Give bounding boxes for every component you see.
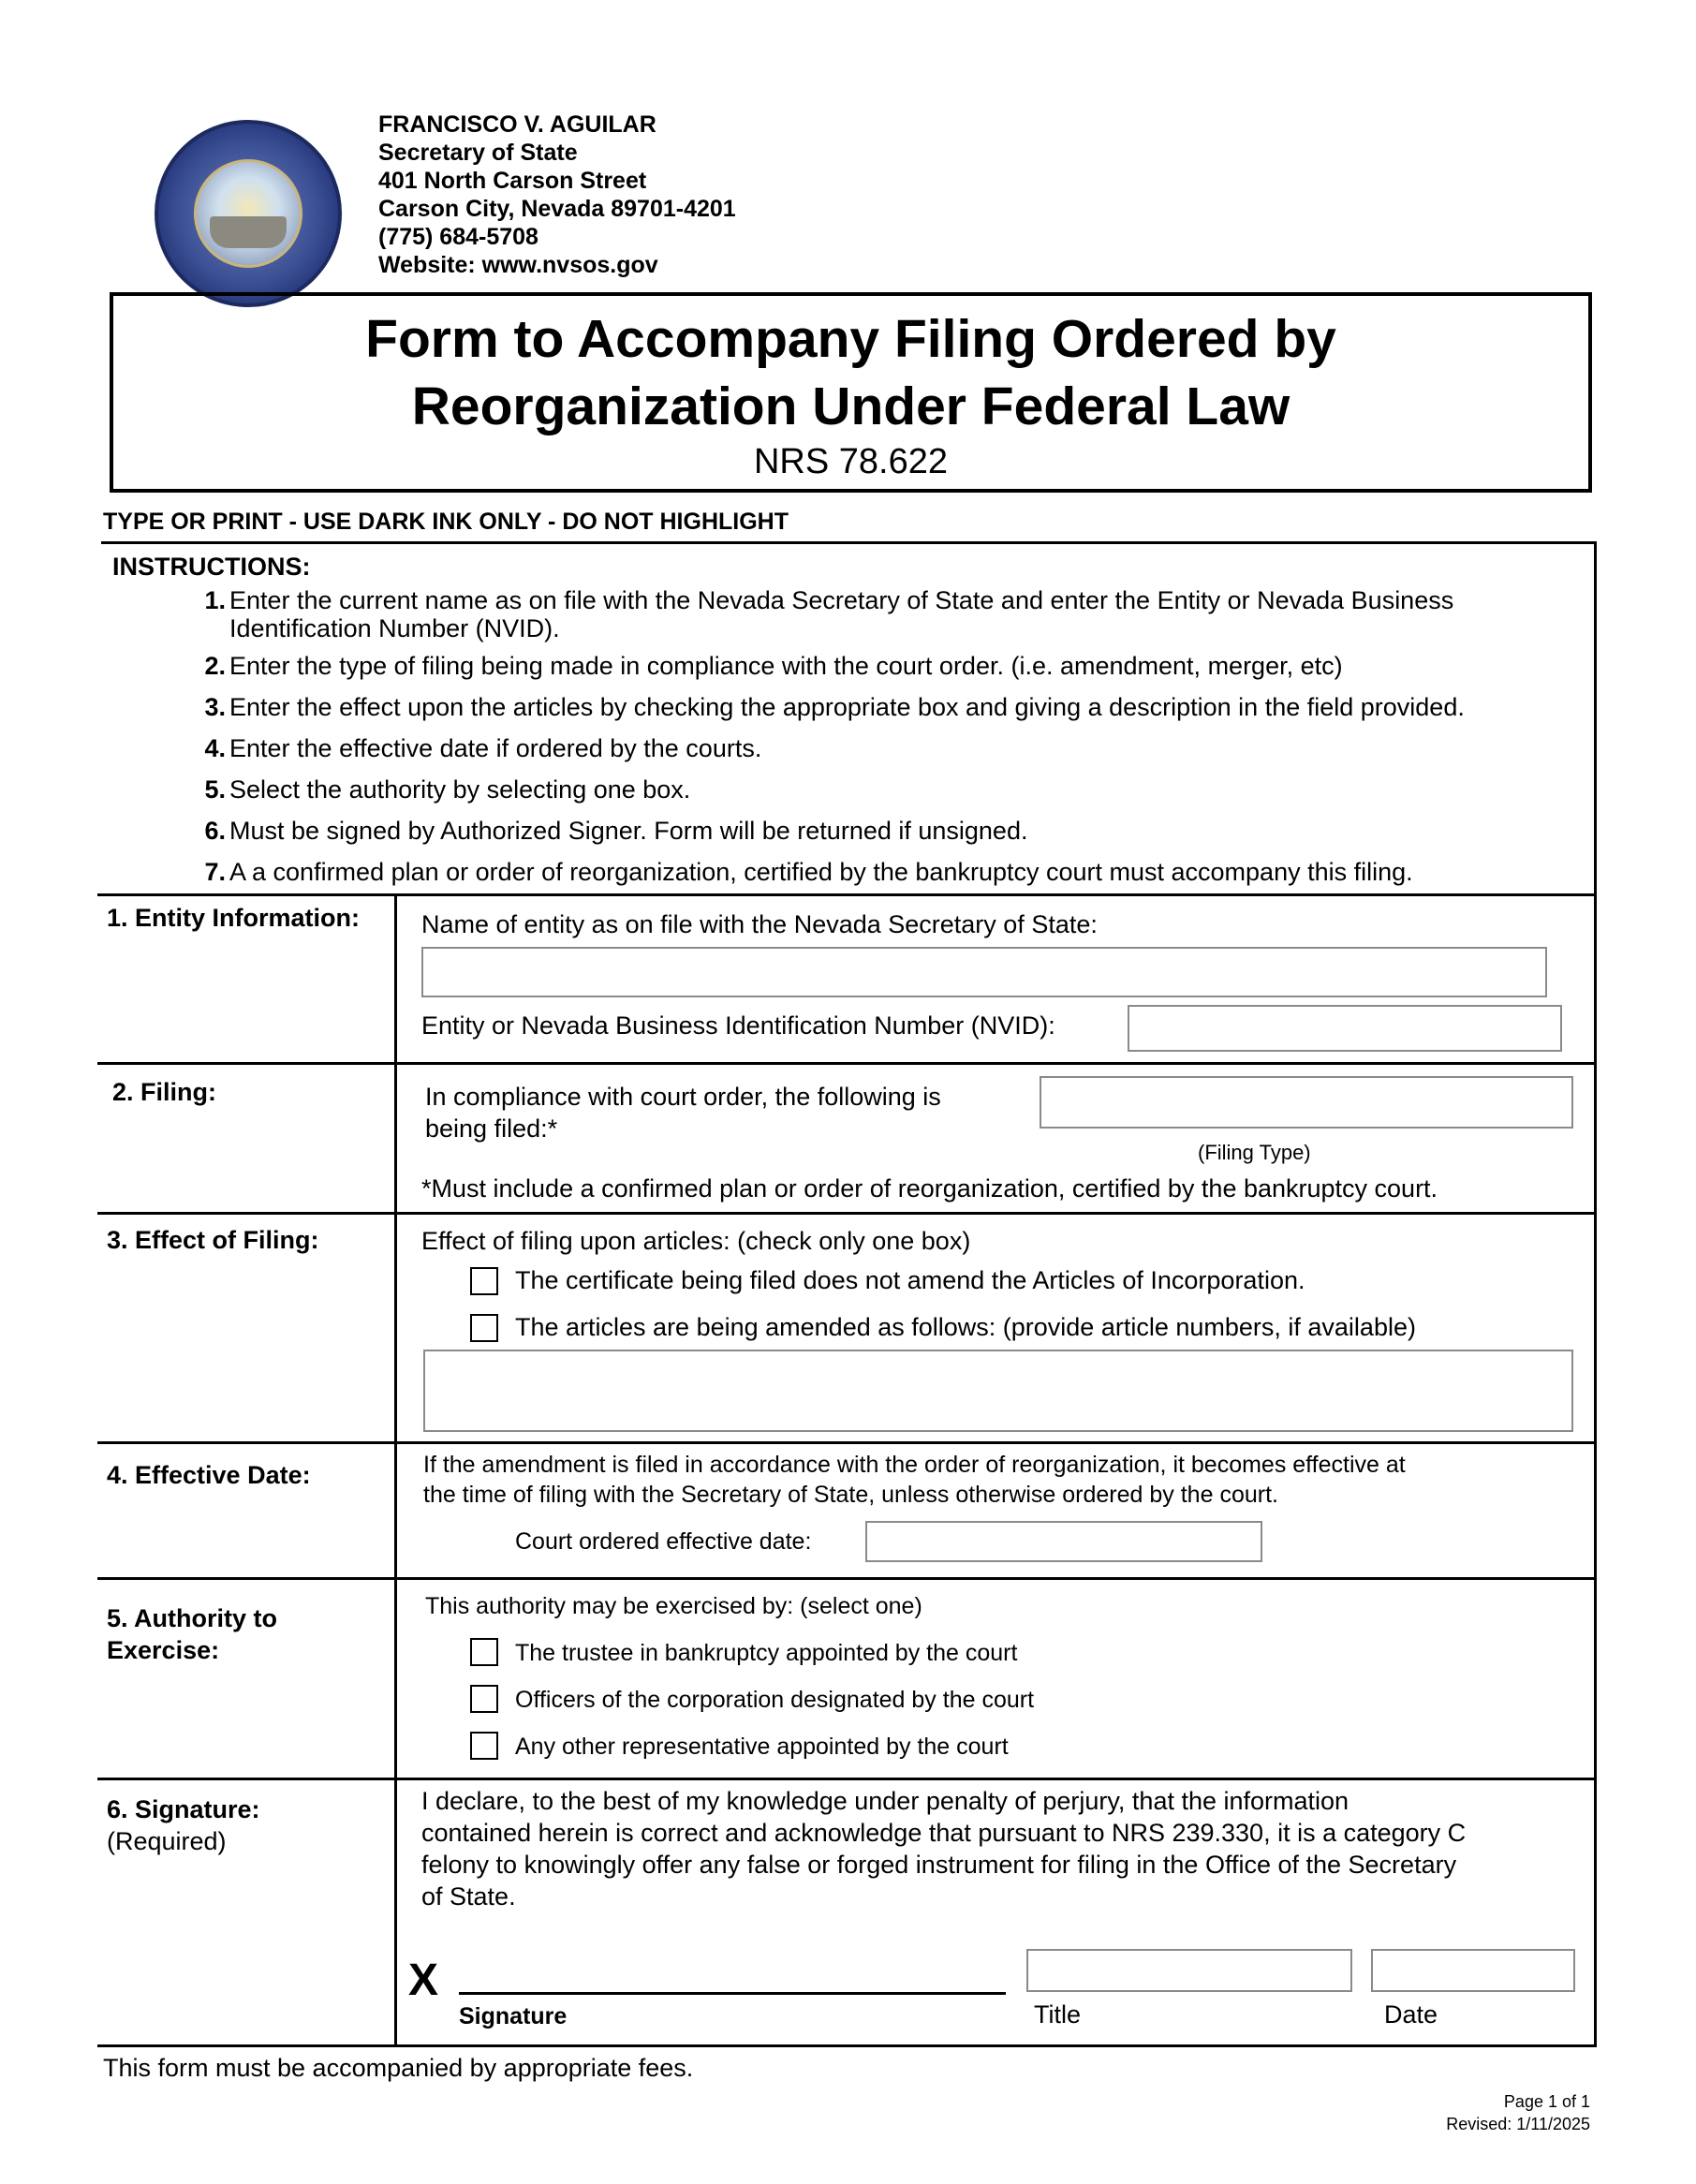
officers-label: Officers of the corporation designated by the court — [515, 1687, 1035, 1713]
effective-date-section-label: 4. Effective Date: — [107, 1461, 311, 1489]
authority-section-label-line1: 5. Authority to — [107, 1604, 277, 1632]
section-effect-of-filing — [97, 1212, 1597, 1441]
declaration-line4: of State. — [421, 1882, 516, 1911]
section-authority — [97, 1577, 1597, 1778]
signature-required-note: (Required) — [107, 1827, 227, 1855]
page-number: Page 1 of 1 — [1503, 2092, 1590, 2111]
no-amend-label: The certificate being filed does not amend the Articles of Incorporation. — [515, 1266, 1305, 1294]
effective-date-prompt: Court ordered effective date: — [515, 1528, 812, 1555]
entity-name-input[interactable] — [421, 947, 1547, 997]
form-bottom-border — [97, 2044, 1597, 2047]
instruction-item: 1. Enter the current name as on file with the Nevada Secretary of State and enter the Entity or Nevada Business Identification Number (NVID). — [204, 586, 1454, 642]
ink-instruction: TYPE OR PRINT - USE DARK INK ONLY - DO NOT HIGHLIGHT — [103, 509, 789, 535]
amendment-description-input[interactable] — [423, 1350, 1573, 1432]
other-representative-checkbox[interactable] — [470, 1732, 498, 1760]
declaration-line3: felony to knowingly offer any false or forged instrument for filing in the Office of the Secretary — [421, 1851, 1457, 1879]
entity-name-prompt: Name of entity as on file with the Nevada Secretary of State: — [421, 910, 1098, 938]
form-title-line1: Form to Accompany Filing Ordered by — [365, 309, 1336, 369]
title-caption: Title — [1034, 2000, 1082, 2029]
signature-section-label: 6. Signature: — [107, 1795, 260, 1823]
revision-date: Revised: 1/11/2025 — [1446, 2115, 1590, 2133]
effect-section-label: 3. Effect of Filing: — [107, 1226, 319, 1254]
other-representative-label: Any other representative appointed by the court — [515, 1734, 1009, 1760]
office-phone: (775) 684-5708 — [378, 224, 538, 250]
effective-date-input[interactable] — [865, 1521, 1262, 1562]
officers-checkbox[interactable] — [470, 1685, 498, 1713]
signature-caption: Signature — [459, 2003, 568, 2029]
office-street: 401 North Carson Street — [378, 168, 647, 194]
instruction-item: 2. Enter the type of filing being made in compliance with the court order. (i.e. amendment, merger, etc) — [204, 652, 1343, 680]
instruction-item: 6. Must be signed by Authorized Signer. Form will be returned if unsigned. — [204, 817, 1028, 845]
instruction-item: 3. Enter the effect upon the articles by checking the appropriate box and giving a description in the field provided. — [204, 693, 1465, 721]
instruction-item: 4. Enter the effective date if ordered by the courts. — [204, 734, 762, 762]
authority-prompt: This authority may be exercised by: (select one) — [425, 1593, 922, 1619]
instruction-item: 7. A a confirmed plan or order of reorganization, certified by the bankruptcy court must accompany this filing. — [204, 858, 1413, 886]
section-entity-information — [97, 893, 1597, 1062]
filing-note: *Must include a confirmed plan or order of reorganization, certified by the bankruptcy court. — [421, 1174, 1438, 1203]
authority-section-label-line2: Exercise: — [107, 1636, 220, 1664]
filing-prompt-line2: being filed:* — [425, 1114, 558, 1143]
fees-note: This form must be accompanied by appropriate fees. — [103, 2054, 694, 2082]
page-info — [1377, 2090, 1590, 2135]
secretary-office: Secretary of State — [378, 140, 578, 166]
effective-date-text-line1: If the amendment is filed in accordance with the order of reorganization, it becomes effective at — [423, 1452, 1406, 1478]
entity-section-label: 1. Entity Information: — [107, 904, 360, 932]
trustee-checkbox[interactable] — [470, 1638, 498, 1666]
filing-type-caption: (Filing Type) — [1198, 1141, 1311, 1164]
effect-prompt: Effect of filing upon articles: (check only one box) — [421, 1227, 971, 1255]
signature-line[interactable] — [459, 1992, 1006, 1995]
section-signature — [97, 1778, 1597, 2044]
declaration-line1: I declare, to the best of my knowledge under penalty of perjury, that the information — [421, 1787, 1349, 1815]
signature-date-input[interactable] — [1371, 1949, 1575, 1992]
section-filing — [97, 1062, 1597, 1212]
secretary-header — [378, 111, 736, 279]
office-city: Carson City, Nevada 89701-4201 — [378, 196, 736, 222]
instruction-item: 5. Select the authority by selecting one box. — [204, 775, 691, 804]
signature-x-mark: X — [408, 1955, 439, 2005]
nvid-input[interactable] — [1128, 1005, 1562, 1052]
form-statute: NRS 78.622 — [753, 442, 948, 481]
form-title-box — [110, 292, 1592, 493]
nvid-prompt: Entity or Nevada Business Identification Number (NVID): — [421, 1011, 1055, 1040]
form-title-line2: Reorganization Under Federal Law — [411, 376, 1290, 436]
instructions-heading: INSTRUCTIONS: — [112, 553, 311, 581]
secretary-name: FRANCISCO V. AGUILAR — [378, 111, 656, 138]
nevada-state-seal-icon — [155, 120, 342, 307]
office-website: Website: www.nvsos.gov — [378, 252, 658, 278]
effective-date-text-line2: the time of filing with the Secretary of State, unless otherwise ordered by the court. — [423, 1482, 1278, 1508]
section-effective-date — [97, 1441, 1597, 1577]
filing-prompt-line1: In compliance with court order, the following is — [425, 1083, 941, 1111]
amend-label: The articles are being amended as follows: (provide article numbers, if available) — [515, 1313, 1416, 1341]
seal-center — [194, 159, 302, 268]
filing-section-label: 2. Filing: — [112, 1078, 216, 1106]
instructions-list — [192, 586, 1587, 899]
filing-type-input[interactable] — [1040, 1076, 1573, 1129]
amend-checkbox[interactable] — [470, 1314, 498, 1342]
date-caption: Date — [1384, 2000, 1438, 2029]
signer-title-input[interactable] — [1026, 1949, 1352, 1992]
declaration-line2: contained herein is correct and acknowledge that pursuant to NRS 239.330, it is a category C — [421, 1819, 1467, 1847]
no-amend-checkbox[interactable] — [470, 1267, 498, 1295]
trustee-label: The trustee in bankruptcy appointed by the court — [515, 1640, 1018, 1666]
